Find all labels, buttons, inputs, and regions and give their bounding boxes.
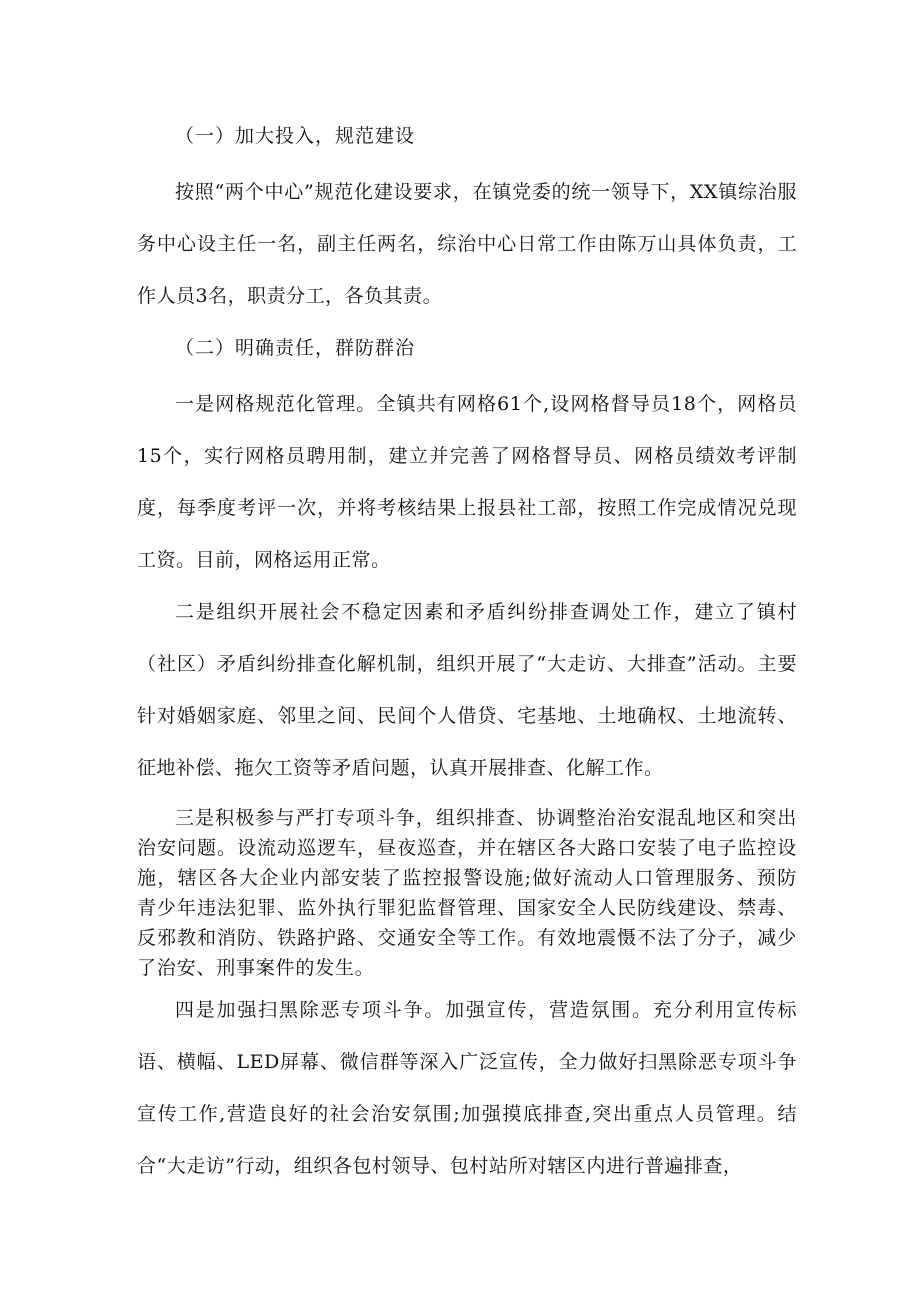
paragraph-center-setup: 按照“两个中心”规范化建设要求，在镇党委的统一领导下，XX镇综治服务中心设主任一名，副主任两名，综治中心日常工作由陈万山具体负责，工作人员3名，职责分工，各负其责。 xyxy=(137,181,797,307)
paragraph-anti-crime: 四是加强扫黑除恶专项斗争。加强宣传，营造氛围。充分利用宣传标语、横幅、LED屏幕、微信群等深入广泛宣传，全力做好扫黑除恶专项斗争宣传工作,营造良好的社会治安氛围;加强摸底排查,突出重点人员管理。结合“大走访”行动，组织各包村领导、包村站所对辖区内进行普遍排查， xyxy=(137,999,797,1177)
paragraph-grid-management: 一是网格规范化管理。全镇共有网格61个,设网格督导员18个，网格员15个，实行网格员聘用制，建立并完善了网格督导员、网格员绩效考评制度，每季度考评一次，并将考核结果上报县社工部，按照工作完成情况兑现工资。目前，网格运用正常。 xyxy=(137,393,797,571)
paragraph-crackdown: 三是积极参与严打专项斗争，组织排查、协调整治治安混乱地区和突出治安问题。设流动巡逻车，昼夜巡查，并在辖区各大路口安装了电子监控设施，辖区各大企业内部安装了监控报警设施;做好流动人口管理服务、预防青少年违法犯罪、监外执行罪犯监督管理、国家安全人民防线建设、禁毒、反邪教和消防、铁路护路、交通安全等工作。有效地震慑不法了分子，减少了治安、刑事案件的发生。 xyxy=(137,807,797,979)
section-heading-2: （二）明确责任，群防群治 xyxy=(175,337,416,359)
section-heading-1: （一）加大投入，规范建设 xyxy=(175,125,416,147)
paragraph-dispute-resolution: 二是组织开展社会不稳定因素和矛盾纠纷排查调处工作，建立了镇村（社区）矛盾纠纷排查化解机制，组织开展了“大走访、大排查”活动。主要针对婚姻家庭、邻里之间、民间个人借贷、宅基地、土地确权、土地流转、征地补偿、拖欠工资等矛盾问题，认真开展排查、化解工作。 xyxy=(137,601,797,779)
